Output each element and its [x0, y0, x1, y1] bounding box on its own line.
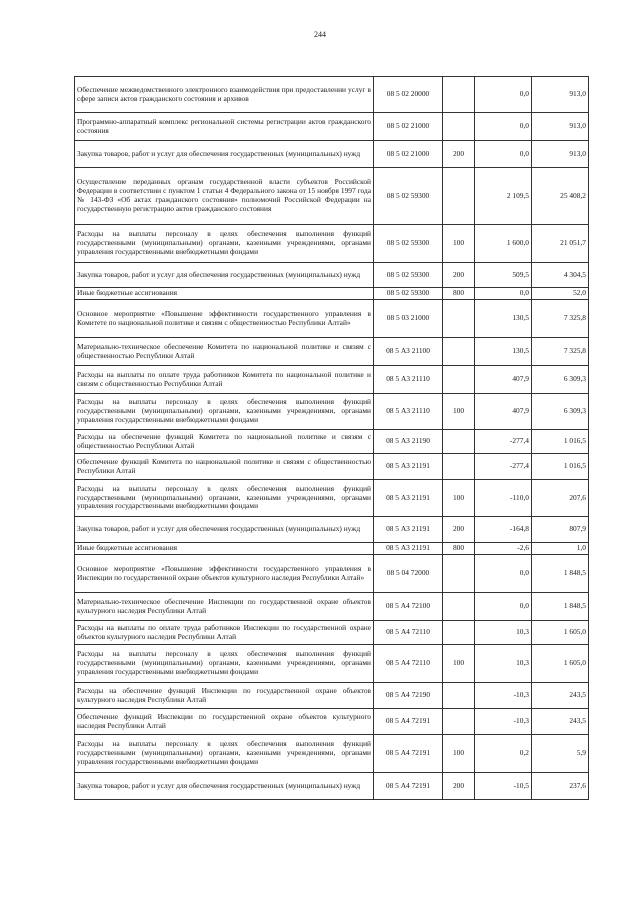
table-row: [75, 735, 589, 773]
budget-table: [74, 76, 589, 800]
amount-total-cell: 243,5: [532, 709, 589, 735]
amount-total-cell: 1 848,5: [532, 593, 589, 621]
amount-total-cell: 21 051,7: [532, 225, 589, 263]
budget-code-cell: 08 5 А3 21191: [374, 517, 443, 543]
expense-type-cell: 200: [443, 141, 475, 168]
amount-total-cell: 25 408,2: [532, 168, 589, 225]
table-row: [75, 77, 589, 113]
table-row: [75, 430, 589, 454]
budget-code-cell: 08 5 02 21000: [374, 113, 443, 141]
table-row: [75, 394, 589, 430]
table-row: [75, 113, 589, 141]
expense-name-cell: Закупка товаров, работ и услуг для обеспечения государственных (муниципальных) нужд: [75, 263, 374, 288]
table-row: [75, 288, 589, 300]
amount-change-cell: 2 109,5: [475, 168, 532, 225]
expense-type-cell: 100: [443, 480, 475, 517]
expense-name-cell: Расходы на выплаты персоналу в целях обеспечения выполнения функций государственными (муниципальными) органами, казенными учреждениями, органами управления государственными внебюджетными фондами: [75, 480, 374, 517]
amount-change-cell: -2,6: [475, 543, 532, 555]
budget-code-cell: 08 5 А3 21100: [374, 338, 443, 366]
amount-change-cell: 0,0: [475, 113, 532, 141]
amount-change-cell: 407,9: [475, 394, 532, 430]
table-row: [75, 141, 589, 168]
table-row: [75, 621, 589, 645]
table-row: [75, 300, 589, 338]
amount-total-cell: 913,0: [532, 141, 589, 168]
table-row: [75, 709, 589, 735]
budget-code-cell: 08 5 А3 21110: [374, 394, 443, 430]
table-row: [75, 480, 589, 517]
expense-name-cell: Материально-техническое обеспечение Инспекции по государственной охране объектов культурного наследия Республики Алтай: [75, 593, 374, 621]
expense-name-cell: Материально-техническое обеспечение Комитета по национальной политике и связям с общественностью Республики Алтай: [75, 338, 374, 366]
budget-code-cell: 08 5 02 59300: [374, 225, 443, 263]
budget-code-cell: 08 5 А4 72190: [374, 683, 443, 709]
budget-table-body: [75, 77, 589, 800]
amount-change-cell: 10,3: [475, 645, 532, 683]
budget-code-cell: 08 5 А4 72191: [374, 773, 443, 800]
expense-name-cell: Закупка товаров, работ и услуг для обеспечения государственных (муниципальных) нужд: [75, 141, 374, 168]
expense-type-cell: [443, 168, 475, 225]
expense-name-cell: Осуществление переданных органам государственной власти субъектов Российской Федерации в соответствии с пунктом 1 статьи 4 Федерального закона от 15 ноября 1997 года № 143-ФЗ «Об актах гражданского состояния» полномочий Российской Федерации на государственную регистрацию актов гражданского состояния: [75, 168, 374, 225]
amount-total-cell: 6 309,3: [532, 366, 589, 394]
expense-type-cell: 100: [443, 645, 475, 683]
expense-name-cell: Обеспечение функций Инспекции по государственной охране объектов культурного наследия Республики Алтай: [75, 709, 374, 735]
expense-type-cell: 200: [443, 263, 475, 288]
table-row: [75, 517, 589, 543]
expense-name-cell: Основное мероприятие «Повышение эффективности государственного управления в Комитете по национальной политике и связям с общественностью Республики Алтай»: [75, 300, 374, 338]
amount-total-cell: 913,0: [532, 113, 589, 141]
budget-code-cell: 08 5 А3 21191: [374, 543, 443, 555]
budget-code-cell: 08 5 А3 21191: [374, 454, 443, 480]
table-row: [75, 683, 589, 709]
amount-change-cell: -10,3: [475, 709, 532, 735]
budget-code-cell: 08 5 02 59300: [374, 288, 443, 300]
table-row: [75, 555, 589, 593]
budget-code-cell: 08 5 А3 21190: [374, 430, 443, 454]
amount-change-cell: 407,9: [475, 366, 532, 394]
expense-name-cell: Обеспечение межведомственного электронного взаимодействия при предоставлении услуг в сфере записи актов гражданского состояния и архивов: [75, 77, 374, 113]
amount-total-cell: 1,0: [532, 543, 589, 555]
table-row: [75, 543, 589, 555]
expense-type-cell: [443, 621, 475, 645]
expense-name-cell: Расходы на выплаты по оплате труда работников Инспекции по государственной охране объектов культурного наследия Республики Алтай: [75, 621, 374, 645]
expense-name-cell: Программно-аппаратный комплекс региональной системы регистрации актов гражданского состояния: [75, 113, 374, 141]
amount-total-cell: 5,9: [532, 735, 589, 773]
budget-code-cell: 08 5 А4 72100: [374, 593, 443, 621]
budget-code-cell: 08 5 А4 72191: [374, 735, 443, 773]
amount-total-cell: 207,6: [532, 480, 589, 517]
table-row: [75, 263, 589, 288]
expense-type-cell: [443, 593, 475, 621]
amount-total-cell: 1 016,5: [532, 454, 589, 480]
amount-total-cell: 243,5: [532, 683, 589, 709]
expense-type-cell: [443, 338, 475, 366]
amount-total-cell: 1 605,0: [532, 621, 589, 645]
expense-name-cell: Основное мероприятие «Повышение эффективности государственного управления в Инспекции по государственной охране объектов культурного наследия Республики Алтай»: [75, 555, 374, 593]
amount-change-cell: 0,0: [475, 593, 532, 621]
expense-name-cell: Закупка товаров, работ и услуг для обеспечения государственных (муниципальных) нужд: [75, 773, 374, 800]
amount-change-cell: -164,8: [475, 517, 532, 543]
expense-type-cell: [443, 555, 475, 593]
table-row: [75, 168, 589, 225]
amount-total-cell: 1 605,0: [532, 645, 589, 683]
expense-name-cell: Иные бюджетные ассигнования: [75, 288, 374, 300]
budget-code-cell: 08 5 А4 72191: [374, 709, 443, 735]
amount-change-cell: 0,0: [475, 288, 532, 300]
amount-total-cell: 7 325,8: [532, 338, 589, 366]
expense-type-cell: [443, 113, 475, 141]
amount-total-cell: 4 304,5: [532, 263, 589, 288]
expense-name-cell: Обеспечение функций Комитета по национальной политике и связям с общественностью Республики Алтай: [75, 454, 374, 480]
table-row: [75, 338, 589, 366]
amount-change-cell: 0,2: [475, 735, 532, 773]
amount-change-cell: 0,0: [475, 77, 532, 113]
expense-name-cell: Расходы на выплаты по оплате труда работников Комитета по национальной политике и связям с общественностью Республики Алтай: [75, 366, 374, 394]
budget-code-cell: 08 5 А3 21191: [374, 480, 443, 517]
expense-name-cell: Расходы на обеспечение функций Инспекции по государственной охране объектов культурного наследия Республики Алтай: [75, 683, 374, 709]
expense-type-cell: [443, 454, 475, 480]
expense-name-cell: Иные бюджетные ассигнования: [75, 543, 374, 555]
table-row: [75, 645, 589, 683]
expense-type-cell: [443, 683, 475, 709]
amount-change-cell: 0,0: [475, 555, 532, 593]
table-row: [75, 225, 589, 263]
amount-total-cell: 807,9: [532, 517, 589, 543]
amount-change-cell: 1 600,0: [475, 225, 532, 263]
amount-change-cell: -10,3: [475, 683, 532, 709]
budget-code-cell: 08 5 А3 21110: [374, 366, 443, 394]
table-row: [75, 366, 589, 394]
expense-name-cell: Расходы на выплаты персоналу в целях обеспечения выполнения функций государственными (муниципальными) органами, казенными учреждениями, органами управления государственными внебюджетными фондами: [75, 735, 374, 773]
expense-type-cell: [443, 366, 475, 394]
amount-change-cell: -277,4: [475, 430, 532, 454]
budget-code-cell: 08 5 А4 72110: [374, 645, 443, 683]
expense-type-cell: 100: [443, 394, 475, 430]
amount-change-cell: 130,5: [475, 338, 532, 366]
amount-change-cell: -277,4: [475, 454, 532, 480]
amount-change-cell: 509,5: [475, 263, 532, 288]
amount-change-cell: -10,5: [475, 773, 532, 800]
page-number: 244: [314, 30, 326, 39]
amount-change-cell: 0,0: [475, 141, 532, 168]
amount-total-cell: 52,0: [532, 288, 589, 300]
expense-name-cell: Расходы на выплаты персоналу в целях обеспечения выполнения функций государственными (муниципальными) органами, казенными учреждениями, органами управления государственными внебюджетными фондами: [75, 645, 374, 683]
amount-total-cell: 913,0: [532, 77, 589, 113]
expense-type-cell: 100: [443, 735, 475, 773]
budget-code-cell: 08 5 03 21000: [374, 300, 443, 338]
amount-change-cell: 130,5: [475, 300, 532, 338]
expense-type-cell: 200: [443, 517, 475, 543]
expense-type-cell: [443, 300, 475, 338]
budget-code-cell: 08 5 А4 72110: [374, 621, 443, 645]
amount-total-cell: 7 325,8: [532, 300, 589, 338]
amount-total-cell: 1 016,5: [532, 430, 589, 454]
amount-total-cell: 1 848,5: [532, 555, 589, 593]
expense-type-cell: [443, 430, 475, 454]
table-row: [75, 454, 589, 480]
table-row: [75, 773, 589, 800]
budget-code-cell: 08 5 04 72000: [374, 555, 443, 593]
expense-name-cell: Расходы на выплаты персоналу в целях обеспечения выполнения функций государственными (муниципальными) органами, казенными учреждениями, органами управления государственными внебюджетными фондами: [75, 225, 374, 263]
expense-name-cell: Закупка товаров, работ и услуг для обеспечения государственных (муниципальных) нужд: [75, 517, 374, 543]
amount-change-cell: -110,0: [475, 480, 532, 517]
expense-type-cell: [443, 77, 475, 113]
expense-name-cell: Расходы на выплаты персоналу в целях обеспечения выполнения функций государственными (муниципальными) органами, казенными учреждениями, органами управления государственными внебюджетными фондами: [75, 394, 374, 430]
table-row: [75, 593, 589, 621]
expense-type-cell: [443, 709, 475, 735]
expense-name-cell: Расходы на обеспечение функций Комитета по национальной политике и связям с общественностью Республики Алтай: [75, 430, 374, 454]
budget-code-cell: 08 5 02 59300: [374, 168, 443, 225]
expense-type-cell: 100: [443, 225, 475, 263]
budget-code-cell: 08 5 02 20000: [374, 77, 443, 113]
amount-total-cell: 6 309,3: [532, 394, 589, 430]
expense-type-cell: 200: [443, 773, 475, 800]
expense-type-cell: 800: [443, 543, 475, 555]
budget-code-cell: 08 5 02 21000: [374, 141, 443, 168]
budget-code-cell: 08 5 02 59300: [374, 263, 443, 288]
amount-change-cell: 10,3: [475, 621, 532, 645]
expense-type-cell: 800: [443, 288, 475, 300]
amount-total-cell: 237,6: [532, 773, 589, 800]
